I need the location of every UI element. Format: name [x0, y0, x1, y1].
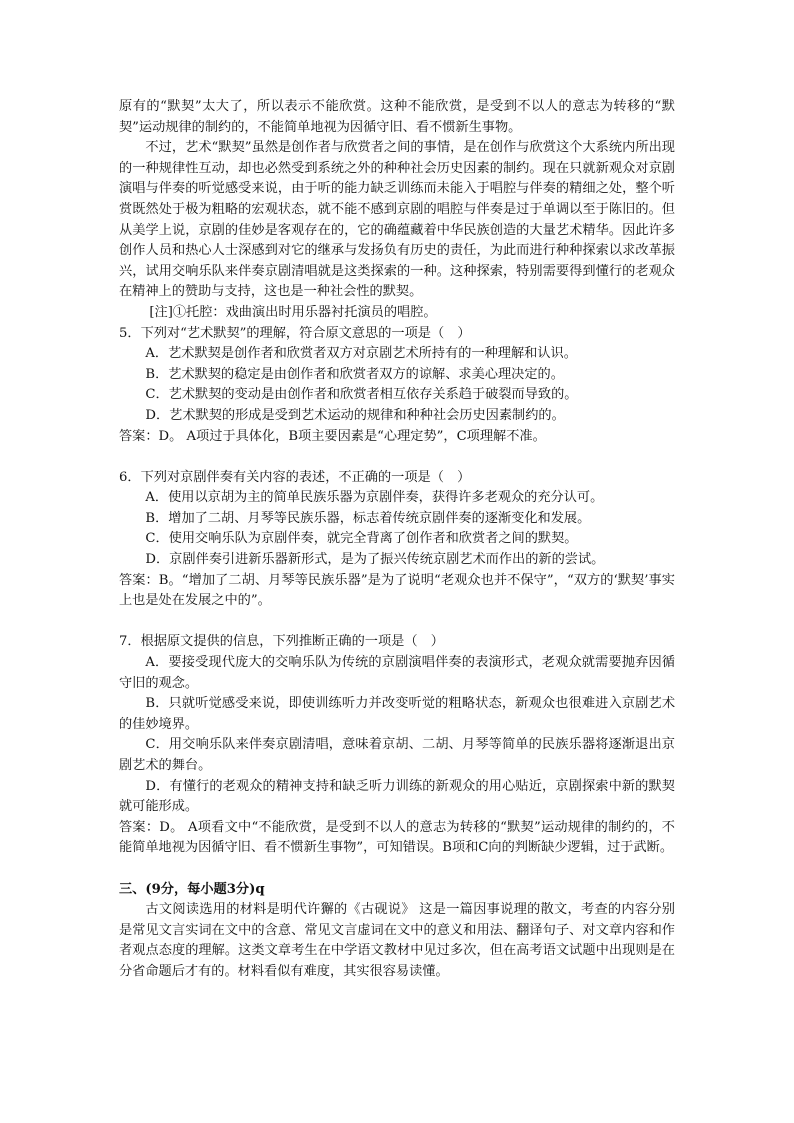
question-7-option-b: B．只就听觉感受来说，即使训练听力并改变听觉的粗略状态，新观众也很难进入京剧艺术的佳妙境界。	[119, 696, 675, 732]
question-6-option-d: D．京剧伴奏引进新乐器新形式，是为了振兴传统京剧艺术而作出的新的尝试。	[145, 552, 605, 568]
question-7-option-a: A．要接受现代庞大的交响乐队为传统的京剧演唱伴奏的表演形式，老观众就需要抛弃因循守旧的观念。	[119, 655, 675, 691]
spacer	[119, 612, 675, 633]
question-5-option-d: D．艺术默契的形成是受到艺术运动的规律和种种社会历史因素制约的。	[145, 407, 565, 423]
question-7-answer: 答案：D。 A项看文中“不能欣赏，是受到不以人的意志为转移的“默契”运动规律的制约的，不能简单地视为因循守旧、看不惯新生事物”，可知错误。B项和C向的判断缺少逻辑，过于武断。	[119, 819, 675, 856]
section-3-title: 三、(9分，每小题3分)q	[119, 881, 265, 897]
footnote: [注]①托腔：戏曲演出时用乐器衬托演员的唱腔。	[149, 304, 437, 320]
intro-paragraph-1: 原有的“默契”太大了，所以表示不能欣赏。这种不能欣赏，是受到不以人的意志为转移的“默契”运动规律的制约的，不能简单地视为因循守旧、看不惯新生事物。	[119, 99, 675, 135]
question-5-answer: 答案：D。 A项过于具体化，B项主要因素是“心理定势”，C项理解不准。	[119, 428, 546, 444]
question-7-option-d: D．有懂行的老观众的精神支持和缺乏听力训练的新观众的用心贴近，京剧探索中新的默契就可能形成。	[119, 778, 675, 815]
question-6-option-c: C．使用交响乐队为京剧伴奏，就完全背离了创作者和欣赏者之间的默契。	[145, 531, 578, 547]
spacer	[119, 447, 675, 468]
question-5-option-c: C．艺术默契的变动是由创作者和欣赏者相互依存关系趋于破裂而导致的。	[145, 387, 578, 403]
question-6-option-b: B．增加了二胡、月琴等民族乐器，标志着传统京剧伴奏的逐渐变化和发展。	[145, 510, 591, 526]
question-5-stem: 5．下列对“艺术默契”的理解，符合原文意思的一项是（ ）	[119, 325, 471, 341]
section-3-body: 古文阅读选用的材料是明代许獬的《古砚说》 这是一篇因事说理的散文，考查的内容分别是常见文言实词在文中的含意、常见文言虚词在文中的意义和用法、翻译句子、对文章内容和作者观点态度的理解。这类文章考生在中学语文教材中见过多次，但在高考语文试题中出现则是在分省命题后才有的。材料看似有难度，其实很容易读懂。	[119, 902, 675, 979]
spacer	[119, 859, 675, 880]
question-6-answer: 答案：B。“增加了二胡、月琴等民族乐器”是为了说明“老观众也并不保守”，“双方的‘默契’事实上也是处在发展之中的”。	[119, 572, 675, 609]
question-5-option-b: B．艺术默契的稳定是由创作者和欣赏者双方的谅解、求美心理决定的。	[145, 366, 564, 382]
intro-paragraph-2: 不过，艺术“默契”虽然是创作者与欣赏者之间的事情，是在创作与欣赏这个大系统内所出现的一种规律性互动，却也必然受到系统之外的种种社会历史因素的制约。现在只就新观众对京剧演唱与伴奏的听觉感受来说，由于听的能力缺乏训练而未能入于唱腔与伴奏的精细之处，整个听赏既然处于极为粗略的宏观状态，就不能不感到京剧的唱腔与伴奏是过于单调以至于陈旧的。但从美学上说，京剧的佳妙是客观存在的，它的确蕴藏着中华民族创造的大量艺术精华。因此许多创作人员和热心人士深感到对它的继承与发扬负有历史的责任，为此而进行种种探索以求改革振兴，试用交响乐队来伴奏京剧清唱就是这类探索的一种。这种探索，特别需要得到懂行的老观众在精神上的赞助与支持，这也是一种社会性的默契。	[119, 140, 675, 300]
question-7-stem: 7．根据原文提供的信息，下列推断正确的一项是（ ）	[119, 634, 444, 650]
question-6-option-a: A．使用以京胡为主的简单民族乐器为京剧伴奏，获得许多老观众的充分认可。	[145, 490, 604, 506]
question-6-stem: 6．下列对京剧伴奏有关内容的表述，不正确的一项是（ ）	[119, 469, 471, 485]
document-page	[119, 97, 675, 983]
question-5-option-a: A．艺术默契是创作者和欣赏者双方对京剧艺术所持有的一种理解和认识。	[145, 346, 577, 362]
question-7-option-c: C．用交响乐队来伴奏京剧清唱，意味着京胡、二胡、月琴等简单的民族乐器将逐渐退出京剧艺术的舞台。	[119, 737, 675, 773]
